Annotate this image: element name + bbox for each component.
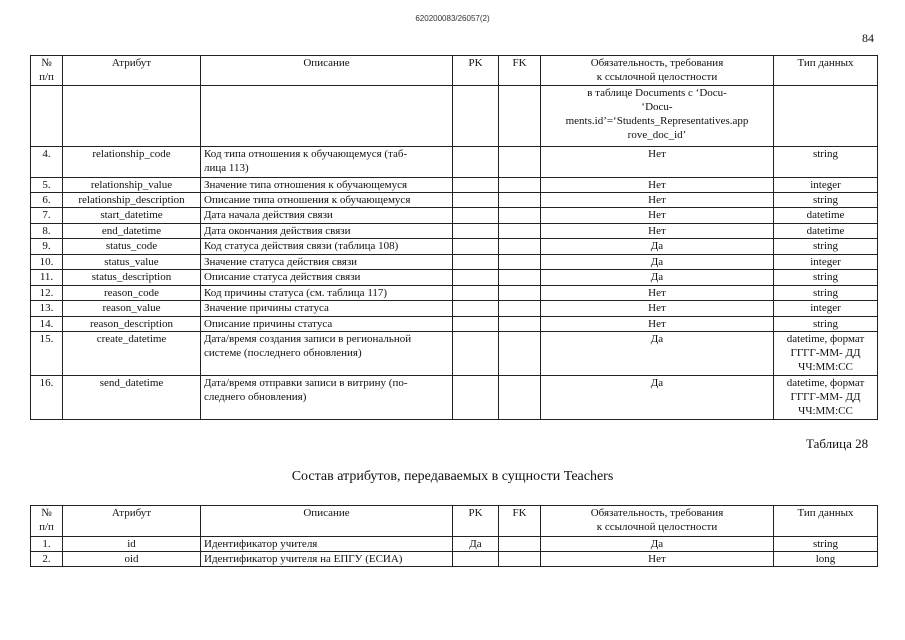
header-pk: PK: [453, 56, 499, 86]
requirement-cell: Нет: [541, 193, 774, 208]
data-type-cell: datetime: [774, 208, 878, 224]
description-cell: Описание статуса действия связи: [201, 270, 453, 286]
header-attribute: Атрибут: [63, 56, 201, 86]
requirement-cell: Нет: [541, 224, 774, 239]
data-type-cell: string: [774, 193, 878, 208]
data-type-cell: long: [774, 552, 878, 567]
requirement-cell: Да: [541, 270, 774, 286]
header-data-type: Тип данных: [774, 56, 878, 86]
table-row: [31, 286, 878, 301]
description-cell: Дата окончания действия связи: [201, 224, 453, 239]
table-row: [31, 376, 878, 420]
fk-cell: [499, 239, 541, 255]
attribute-cell: status_description: [63, 270, 201, 286]
header-description: Описание: [201, 506, 453, 537]
pk-cell: [453, 208, 499, 224]
description-cell: Дата/время создания записи в региональной системе (последнего обновления): [201, 332, 453, 376]
fk-cell: [499, 86, 541, 147]
data-type-cell: string: [774, 537, 878, 552]
header-row: [31, 506, 878, 537]
fk-cell: [499, 301, 541, 317]
header-num: № п/п: [31, 506, 63, 537]
data-type-cell: string: [774, 317, 878, 332]
header-fk: FK: [499, 506, 541, 537]
data-type-cell: datetime, формат ГГГГ-ММ- ДД ЧЧ:ММ:СС: [774, 332, 878, 376]
num-cell: 8.: [31, 224, 63, 239]
fk-cell: [499, 255, 541, 270]
table-row: [31, 332, 878, 376]
num-cell: 14.: [31, 317, 63, 332]
num-cell: 4.: [31, 147, 63, 178]
table-row: [31, 178, 878, 193]
data-type-cell: datetime, формат ГГГГ-ММ- ДД ЧЧ:ММ:СС: [774, 376, 878, 420]
num-cell: 10.: [31, 255, 63, 270]
table-row: [31, 552, 878, 567]
pk-cell: [453, 286, 499, 301]
header-description: Описание: [201, 56, 453, 86]
num-cell: 6.: [31, 193, 63, 208]
table-row: [31, 208, 878, 224]
pk-cell: [453, 86, 499, 147]
num-cell: 16.: [31, 376, 63, 420]
description-cell: Описание типа отношения к обучающемуся: [201, 193, 453, 208]
attributes-table-continued: [30, 55, 878, 420]
table-row: [31, 255, 878, 270]
description-cell: Идентификатор учителя: [201, 537, 453, 552]
description-cell: Код статуса действия связи (таблица 108): [201, 239, 453, 255]
table-row: [31, 270, 878, 286]
pk-cell: [453, 332, 499, 376]
description-cell: Дата начала действия связи: [201, 208, 453, 224]
table-title: Состав атрибутов, передаваемых в сущности Teachers: [291, 469, 614, 484]
table-row: [31, 317, 878, 332]
data-type-cell: string: [774, 239, 878, 255]
num-cell: [31, 86, 63, 147]
fk-cell: [499, 552, 541, 567]
header-requirement: Обязательность, требования к ссылочной целостности: [541, 506, 774, 537]
fk-cell: [499, 224, 541, 239]
fk-cell: [499, 317, 541, 332]
attribute-cell: send_datetime: [63, 376, 201, 420]
attribute-cell: status_code: [63, 239, 201, 255]
num-cell: 11.: [31, 270, 63, 286]
attribute-cell: relationship_description: [63, 193, 201, 208]
num-cell: 13.: [31, 301, 63, 317]
header-pk: PK: [453, 506, 499, 537]
header-data-type: Тип данных: [774, 506, 878, 537]
table-label: Таблица 28: [806, 436, 869, 451]
attribute-cell: reason_code: [63, 286, 201, 301]
description-cell: [201, 86, 453, 147]
description-cell: Значение статуса действия связи: [201, 255, 453, 270]
description-cell: Дата/время отправки записи в витрину (по- следнего обновления): [201, 376, 453, 420]
attribute-cell: reason_value: [63, 301, 201, 317]
data-type-cell: string: [774, 286, 878, 301]
table-row: [31, 224, 878, 239]
teachers-attributes-table: [30, 505, 878, 567]
attribute-cell: relationship_code: [63, 147, 201, 178]
table-row: [31, 537, 878, 552]
pk-cell: [453, 376, 499, 420]
table-row: [31, 239, 878, 255]
document-id: 620200083/26057(2): [415, 14, 490, 23]
requirement-cell: Да: [541, 376, 774, 420]
num-cell: 15.: [31, 332, 63, 376]
data-type-cell: datetime: [774, 224, 878, 239]
fk-cell: [499, 537, 541, 552]
num-cell: 1.: [31, 537, 63, 552]
page-number: 84: [862, 31, 874, 45]
header-fk: FK: [499, 56, 541, 86]
num-cell: 7.: [31, 208, 63, 224]
pk-cell: Да: [453, 537, 499, 552]
fk-cell: [499, 376, 541, 420]
attribute-cell: status_value: [63, 255, 201, 270]
attribute-cell: [63, 86, 201, 147]
pk-cell: [453, 193, 499, 208]
header-requirement: Обязательность, требования к ссылочной целостности: [541, 56, 774, 86]
pk-cell: [453, 270, 499, 286]
fk-cell: [499, 178, 541, 193]
pk-cell: [453, 301, 499, 317]
requirement-cell: Нет: [541, 147, 774, 178]
requirement-cell: Нет: [541, 286, 774, 301]
data-type-cell: integer: [774, 255, 878, 270]
pk-cell: [453, 317, 499, 332]
description-cell: Код причины статуса (см. таблица 117): [201, 286, 453, 301]
requirement-cell: Нет: [541, 208, 774, 224]
requirement-cell: Нет: [541, 552, 774, 567]
fk-cell: [499, 147, 541, 178]
continuation-row: [31, 86, 878, 147]
num-cell: 5.: [31, 178, 63, 193]
fk-cell: [499, 332, 541, 376]
requirement-cell: Нет: [541, 301, 774, 317]
attribute-cell: end_datetime: [63, 224, 201, 239]
attribute-cell: start_datetime: [63, 208, 201, 224]
requirement-cell: Да: [541, 537, 774, 552]
fk-cell: [499, 193, 541, 208]
requirement-cell: Да: [541, 255, 774, 270]
requirement-cell: Да: [541, 332, 774, 376]
attribute-cell: reason_description: [63, 317, 201, 332]
num-cell: 2.: [31, 552, 63, 567]
attribute-cell: id: [63, 537, 201, 552]
attribute-cell: relationship_value: [63, 178, 201, 193]
header-row: [31, 56, 878, 86]
description-cell: Идентификатор учителя на ЕПГУ (ЕСИА): [201, 552, 453, 567]
pk-cell: [453, 552, 499, 567]
pk-cell: [453, 255, 499, 270]
table-row: [31, 147, 878, 178]
pk-cell: [453, 147, 499, 178]
table-row: [31, 301, 878, 317]
data-type-cell: string: [774, 270, 878, 286]
fk-cell: [499, 208, 541, 224]
requirement-cell: Нет: [541, 178, 774, 193]
description-cell: Описание причины статуса: [201, 317, 453, 332]
header-num: № п/п: [31, 56, 63, 86]
data-type-cell: integer: [774, 178, 878, 193]
table-row: [31, 193, 878, 208]
data-type-cell: integer: [774, 301, 878, 317]
description-cell: Значение причины статуса: [201, 301, 453, 317]
num-cell: 9.: [31, 239, 63, 255]
data-type-cell: [774, 86, 878, 147]
attribute-cell: create_datetime: [63, 332, 201, 376]
pk-cell: [453, 224, 499, 239]
description-cell: Код типа отношения к обучающемуся (таб- лица 113): [201, 147, 453, 178]
header-attribute: Атрибут: [63, 506, 201, 537]
requirement-cell: Нет: [541, 317, 774, 332]
pk-cell: [453, 239, 499, 255]
description-cell: Значение типа отношения к обучающемуся: [201, 178, 453, 193]
num-cell: 12.: [31, 286, 63, 301]
fk-cell: [499, 270, 541, 286]
data-type-cell: string: [774, 147, 878, 178]
pk-cell: [453, 178, 499, 193]
requirement-cell: Да: [541, 239, 774, 255]
fk-cell: [499, 286, 541, 301]
requirement-cell: в таблице Documents с ‘Docu- ‘Docu- ments.id’=‘Students_Representatives.app rove_doc_id’: [541, 86, 774, 147]
attribute-cell: oid: [63, 552, 201, 567]
